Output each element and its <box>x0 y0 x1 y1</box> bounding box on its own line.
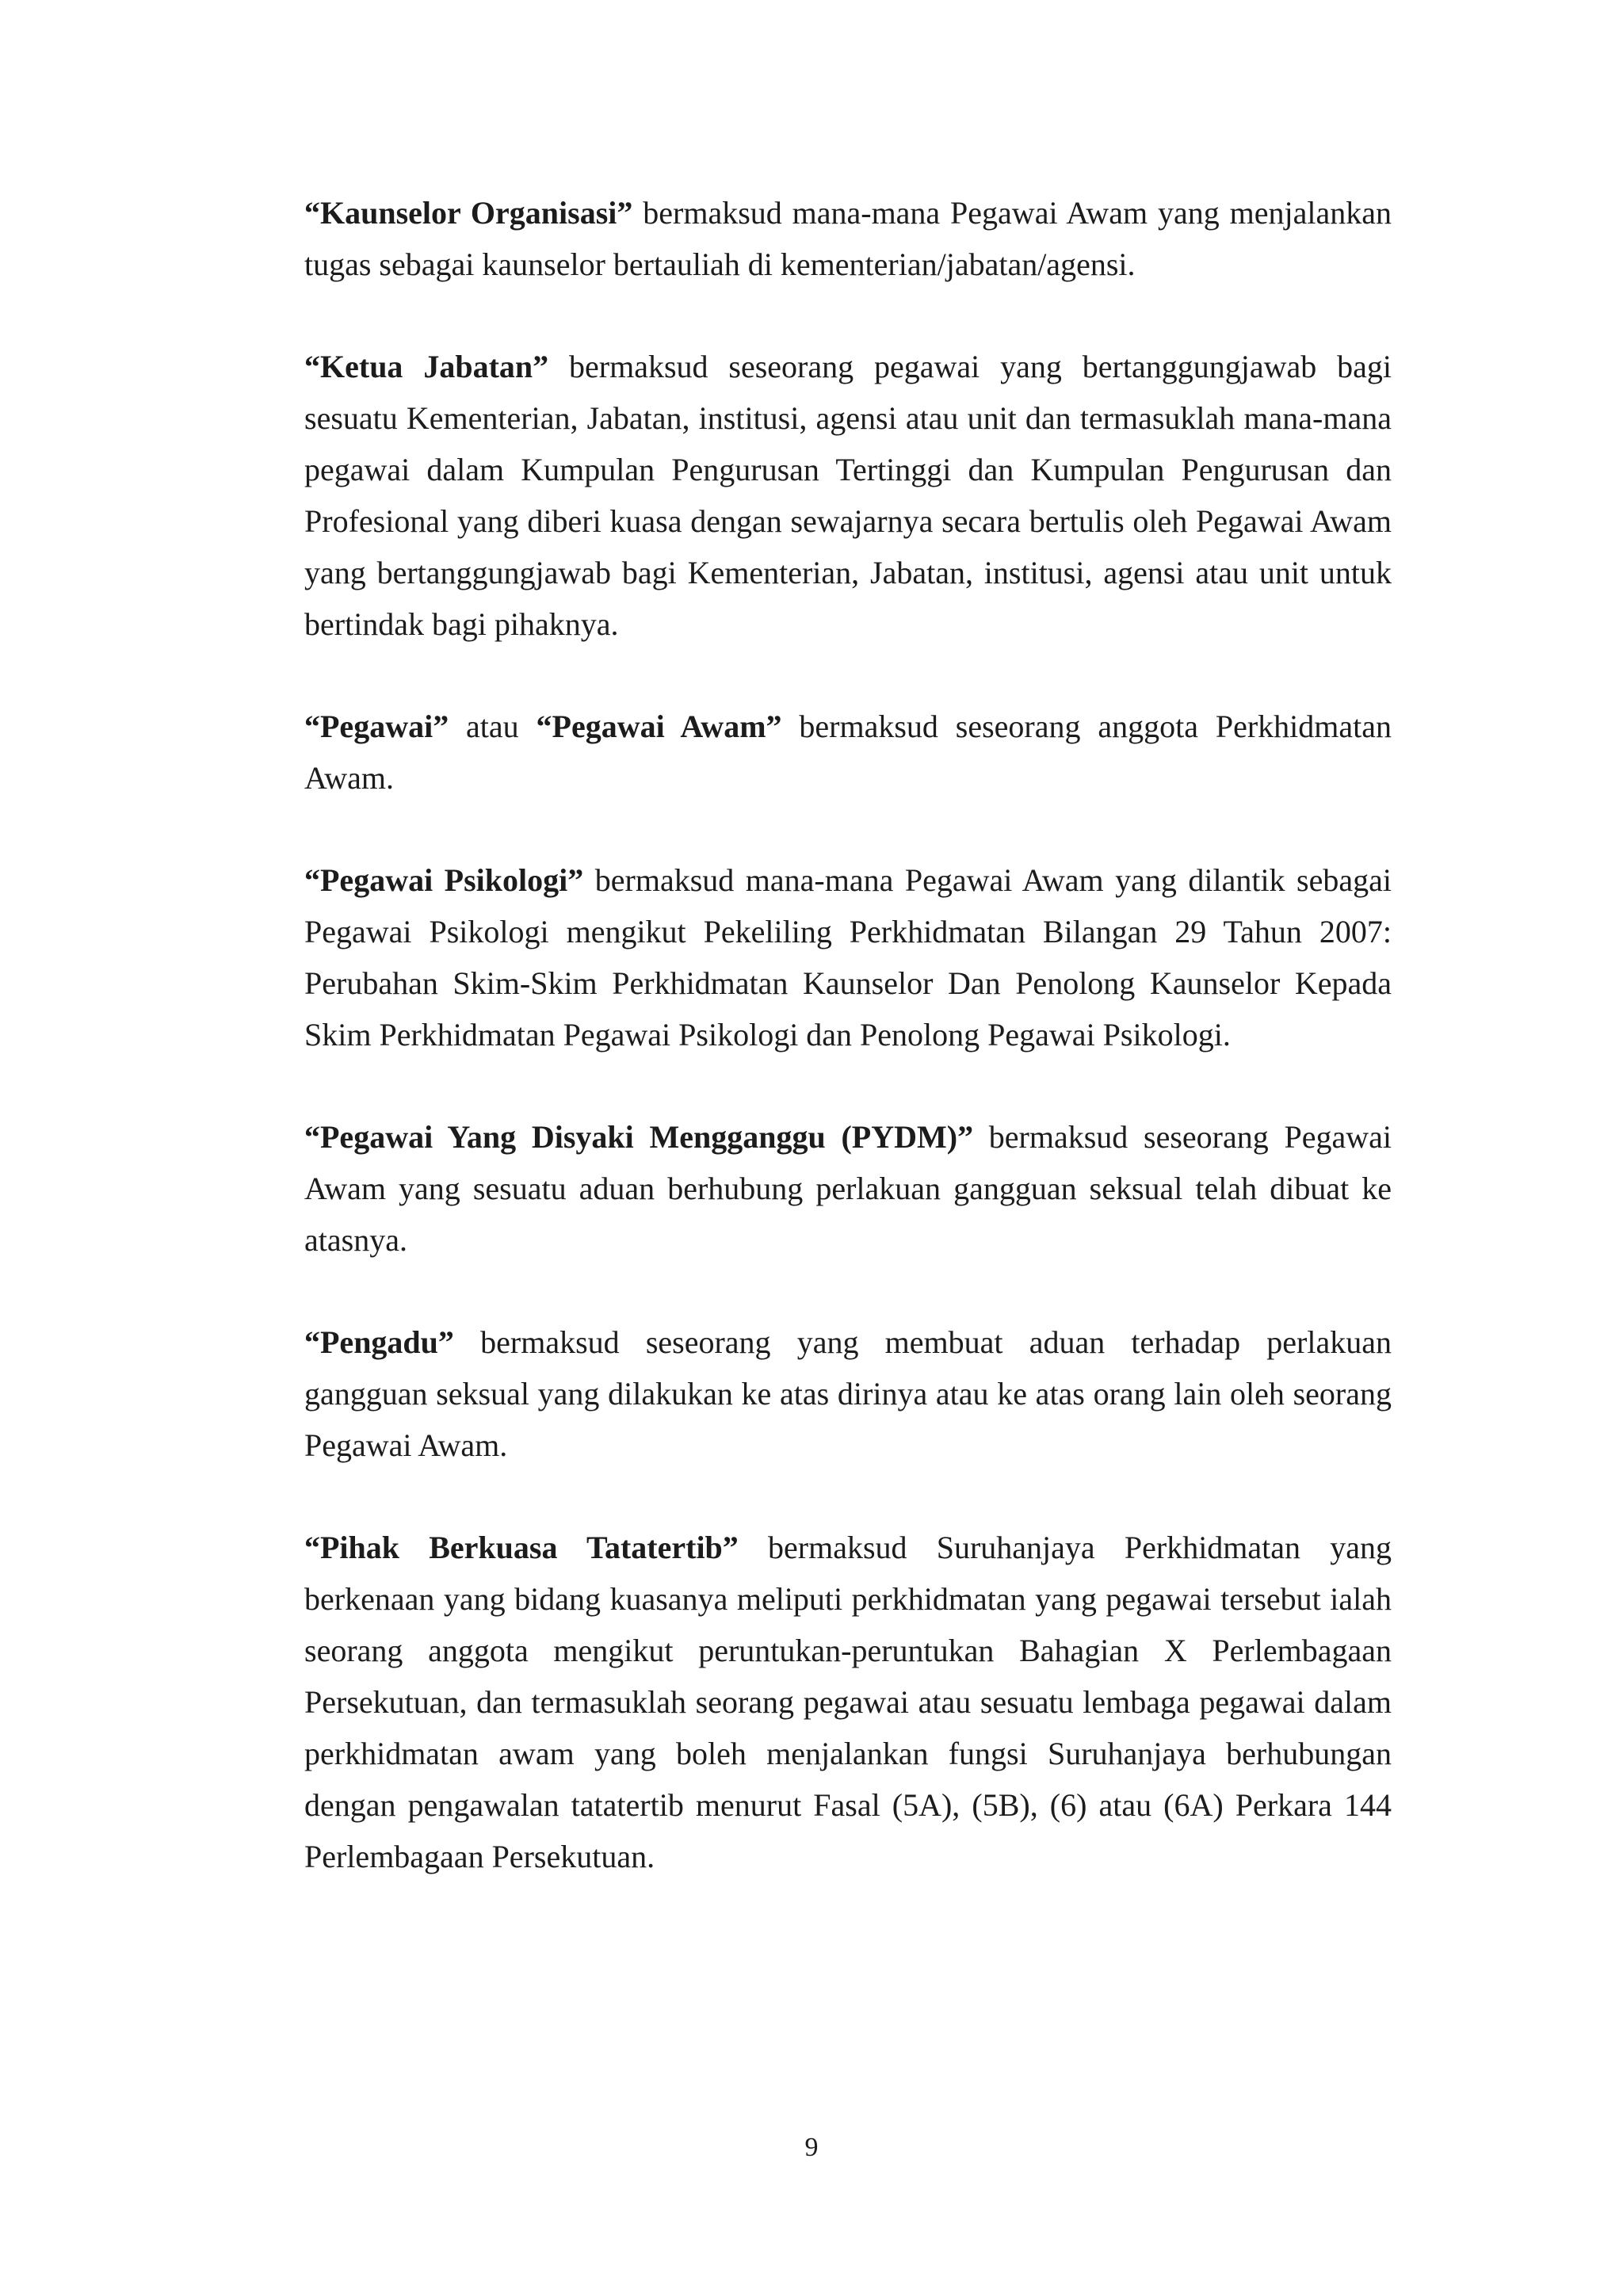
definition-pydm <box>304 1111 1392 1266</box>
definition-term: “Pegawai Yang Disyaki Mengganggu (PYDM)” <box>304 1119 974 1155</box>
definition-term: “Pengadu” <box>304 1324 454 1360</box>
definitions-list <box>304 187 1392 1933</box>
definition-text: bermaksud seseorang Pegawai Awam yang sesuatu aduan berhubung perlakuan gangguan seksual telah dibuat ke atasnya. <box>304 1119 1392 1258</box>
definition-connector: atau <box>449 709 537 744</box>
definition-pihak-berkuasa-tatatertib <box>304 1522 1392 1882</box>
definition-ketua-jabatan <box>304 341 1392 650</box>
definition-text: bermaksud seseorang yang membuat aduan terhadap perlakuan gangguan seksual yang dilakukan ke atas dirinya atau ke atas orang lain oleh seorang Pegawai Awam. <box>304 1324 1392 1463</box>
definition-pegawai-psikologi <box>304 854 1392 1060</box>
definition-text: bermaksud seseorang pegawai yang bertanggungjawab bagi sesuatu Kementerian, Jabatan, institusi, agensi atau unit dan termasuklah mana-mana pegawai dalam Kumpulan Pengurusan Tertinggi dan Kumpulan Pengurusan dan Profesional yang diberi kuasa dengan sewajarnya secara bertulis oleh Pegawai Awam yang bertanggungjawab bagi Kementerian, Jabatan, institusi, agensi atau unit untuk bertindak bagi pihaknya. <box>304 349 1392 642</box>
definition-term: “Pegawai Psikologi” <box>304 862 584 898</box>
definition-text: bermaksud mana-mana Pegawai Awam yang menjalankan tugas sebagai kaunselor bertauliah di kementerian/jabatan/agensi. <box>304 195 1392 282</box>
definition-term: “Ketua Jabatan” <box>304 349 549 384</box>
definition-term: “Kaunselor Organisasi” <box>304 195 633 231</box>
definition-pegawai <box>304 701 1392 804</box>
definition-text: bermaksud mana-mana Pegawai Awam yang dilantik sebagai Pegawai Psikologi mengikut Pekeliling Perkhidmatan Bilangan 29 Tahun 2007: Perubahan Skim-Skim Perkhidmatan Kaunselor Dan Penolong Kaunselor Kepada Skim Perkhidmatan Pegawai Psikologi dan Penolong Pegawai Psikologi. <box>304 862 1392 1052</box>
definition-pengadu <box>304 1316 1392 1471</box>
definition-term: “Pihak Berkuasa Tatatertib” <box>304 1530 739 1565</box>
definition-term-alternate: “Pegawai Awam” <box>536 709 782 744</box>
page-number: 9 <box>804 2133 819 2162</box>
definition-term: “Pegawai” <box>304 709 449 744</box>
definition-text: bermaksud Suruhanjaya Perkhidmatan yang berkenaan yang bidang kuasanya meliputi perkhidmatan yang pegawai tersebut ialah seorang anggota mengikut peruntukan-peruntukan Bahagian X Perlembagaan Persekutuan, dan termasuklah seorang pegawai atau sesuatu lembaga pegawai dalam perkhidmatan awam yang boleh menjalankan fungsi Suruhanjaya berhubungan dengan pengawalan tatatertib menurut Fasal (5A), (5B), (6) atau (6A) Perkara 144 Perlembagaan Persekutuan. <box>304 1530 1392 1874</box>
definition-kaunselor-organisasi <box>304 187 1392 290</box>
definition-text: bermaksud seseorang anggota Perkhidmatan Awam. <box>304 709 1392 796</box>
